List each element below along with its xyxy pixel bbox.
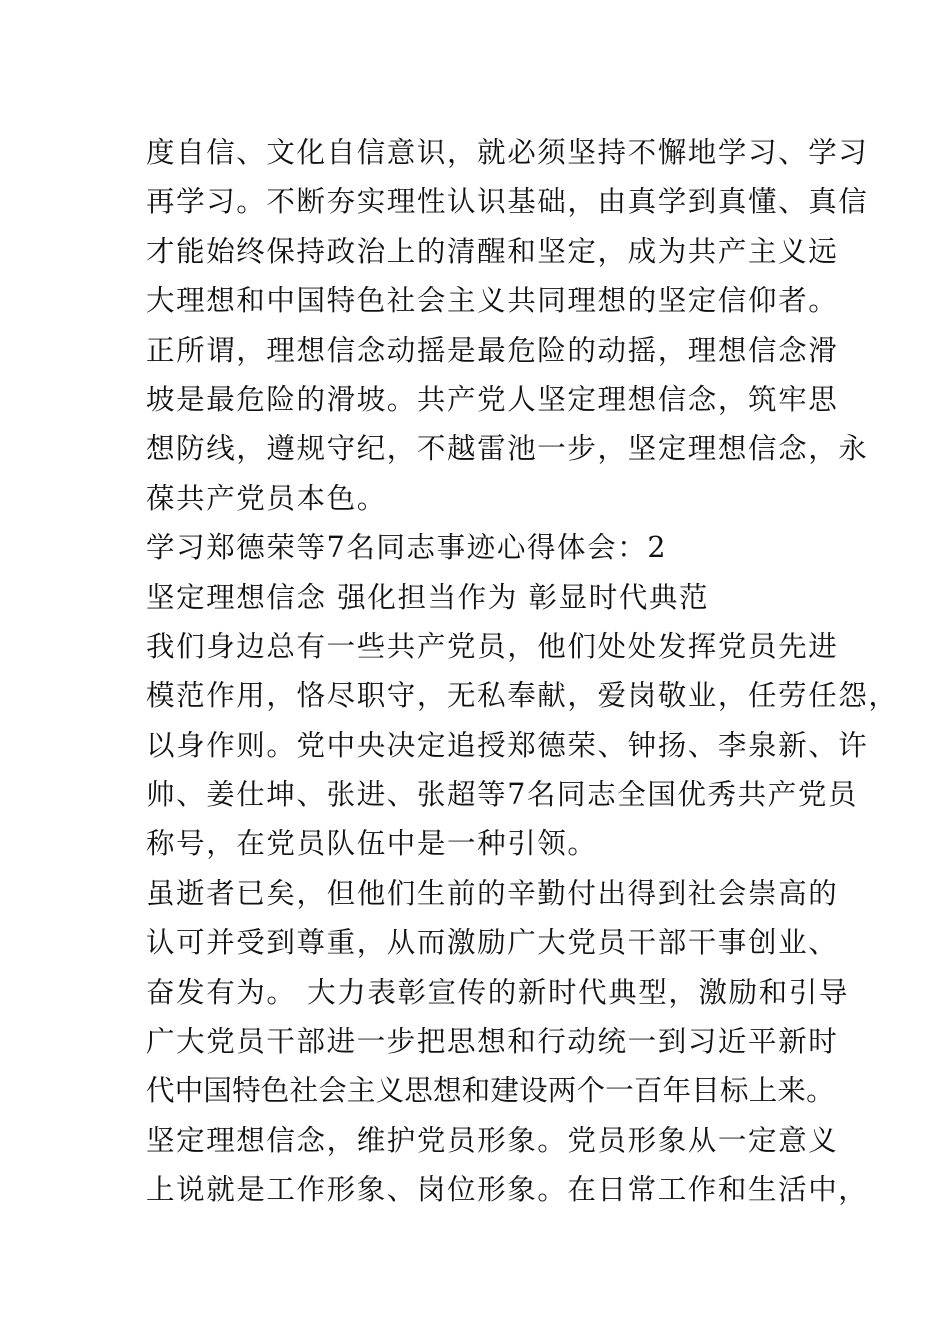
- text-line-5: 正所谓，理想信念动摇是最危险的动摇，理想信念滑: [146, 333, 839, 367]
- text-line-4: 大理想和中国特色社会主义共同理想的坚定信仰者。: [146, 284, 839, 318]
- text-line-3: 才能始终保持政治上的清醒和坚定，成为共产主义远: [146, 234, 839, 268]
- text-line-6: 坡是最危险的滑坡。共产党人坚定理想信念，筑牢思: [146, 382, 839, 416]
- text-line-15: 称号，在党员队伍中是一种引领。: [146, 827, 598, 861]
- text-line-20: 代中国特色社会主义思想和建设两个一百年目标上来。: [146, 1074, 835, 1108]
- text-line-11: 我们身边总有一些共产党员，他们处处发挥党员先进: [146, 629, 839, 663]
- text-line-17: 认可并受到尊重，从而激励广大党员干部干事创业、: [146, 926, 839, 960]
- text-line-8: 葆共产党员本色。: [146, 481, 387, 515]
- section-title-line: 坚定理想信念 强化担当作为 彰显时代典范: [146, 580, 710, 614]
- section-heading-line: 学习郑德荣等7名同志事迹心得体会：2: [146, 531, 668, 565]
- text-line-7: 想防线，遵规守纪，不越雷池一步，坚定理想信念，永: [146, 432, 869, 466]
- text-line-2: 再学习。不断夯实理性认识基础，由真学到真懂、真信: [146, 185, 869, 219]
- text-line-22: 上说就是工作形象、岗位形象。在日常工作和生活中，: [146, 1173, 869, 1207]
- text-line-1: 度自信、文化自信意识，就必须坚持不懈地学习、学习: [146, 136, 869, 169]
- text-line-13: 以身作则。党中央决定追授郑德荣、钟扬、李泉新、许: [146, 728, 869, 762]
- text-line-18: 奋发有为。 大力表彰宣传的新时代典型，激励和引导: [146, 975, 849, 1009]
- document-body: [146, 128, 899, 1215]
- text-line-14: 帅、姜仕坤、张进、张超等7名同志全国优秀共产党员: [146, 778, 859, 812]
- text-line-19: 广大党员干部进一步把思想和行动统一到习近平新时: [146, 1025, 839, 1059]
- text-line-12: 模范作用，恪尽职守，无私奉献，爱岗敬业，任劳任怨，: [146, 679, 899, 713]
- text-line-21: 坚定理想信念，维护党员形象。党员形象从一定意义: [146, 1123, 839, 1157]
- text-line-16: 虽逝者已矣，但他们生前的辛勤付出得到社会崇高的: [146, 876, 839, 910]
